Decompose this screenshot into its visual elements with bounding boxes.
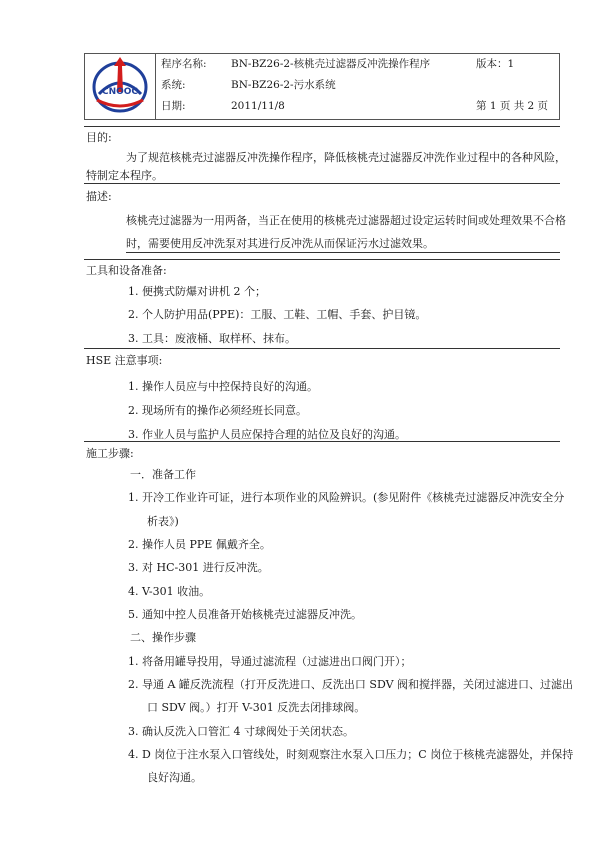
divider: [84, 441, 560, 442]
op-step-3: 3. 确认反洗入口管汇 4 寸球阀处于关闭状态。: [128, 725, 354, 738]
steps-heading: 施工步骤:: [86, 447, 134, 460]
divider: [126, 252, 560, 253]
tools-item-3: 3. 工具：废液桶、取样杯、抹布。: [128, 332, 296, 345]
purpose-text-line2: 特制定本程序。: [86, 169, 163, 182]
hse-heading: HSE 注意事项:: [86, 354, 163, 367]
op-step-2-line1: 2. 导通 A 罐反洗流程（打开反洗进口、反洗出口 SDV 阀和搅拌器，关闭过滤进口、过滤出: [128, 678, 574, 691]
program-name: BN-BZ26-2-核桃壳过滤器反冲洗操作程序: [231, 58, 431, 70]
date-label: 日期:: [161, 100, 186, 112]
purpose-heading: 目的:: [86, 131, 112, 144]
prep-step-5: 5. 通知中控人员准备开始核桃壳过滤器反冲洗。: [128, 608, 362, 621]
prep-step-1-line2: 析表》): [147, 515, 179, 528]
page-info: 第 1 页 共 2 页: [476, 100, 549, 112]
hse-item-2: 2. 现场所有的操作必须经班长同意。: [128, 404, 307, 417]
system-name: BN-BZ26-2-污水系统: [231, 79, 336, 91]
system-label: 系统:: [161, 79, 186, 91]
divider: [84, 259, 560, 260]
op-step-1: 1. 将备用罐导投用，导通过滤流程（过滤进出口阀门开）；: [128, 655, 412, 668]
company-logo: [85, 54, 155, 119]
hse-item-1: 1. 操作人员应与中控保持良好的沟通。: [128, 380, 318, 393]
divider: [84, 126, 560, 127]
description-text-line2: 时，需要使用反冲洗泵对其进行反冲洗从而保证污水过滤效果。: [126, 237, 434, 250]
section-ops-title: 二、操作步骤: [130, 631, 196, 644]
svg-text:CNOOC: CNOOC: [101, 87, 139, 97]
divider: [84, 348, 560, 349]
description-text-line1: 核桃壳过滤器为一用两备，当正在使用的核桃壳过滤器超过设定运转时间或处理效果不合格: [126, 214, 566, 227]
op-step-2-line2: 口 SDV 阀。）打开 V-301 反洗去闭排球阀。: [147, 701, 366, 714]
divider: [84, 183, 560, 184]
purpose-text-line1: 为了规范核桃壳过滤器反冲洗操作程序，降低核桃壳过滤器反冲洗作业过程中的各种风险，: [126, 151, 566, 164]
prep-step-2: 2. 操作人员 PPE 佩戴齐全。: [128, 538, 271, 551]
tools-item-2: 2. 个人防护用品(PPE)：工服、工鞋、工帽、手套、护目镜。: [128, 308, 427, 321]
prep-step-1-line1: 1. 开冷工作业许可证，进行本项作业的风险辨识。(参见附件《核桃壳过滤器反冲洗安全分: [128, 491, 565, 504]
tools-heading: 工具和设备准备:: [86, 264, 167, 277]
description-heading: 描述:: [86, 190, 112, 203]
program-name-label: 程序名称:: [161, 58, 207, 70]
op-step-4-line2: 良好沟通。: [147, 771, 202, 784]
document-date: 2011/11/8: [231, 100, 285, 112]
prep-step-4: 4. V-301 收油。: [128, 585, 211, 598]
op-step-4-line1: 4. D 岗位于注水泵入口管线处，时刻观察注水泵入口压力；C 岗位于核桃壳滤器处，并保持: [128, 748, 574, 761]
prep-step-3: 3. 对 HC-301 进行反冲洗。: [128, 561, 269, 574]
tools-item-1: 1. 便携式防爆对讲机 2 个；: [128, 285, 266, 298]
hse-item-3: 3. 作业人员与监护人员应保持合理的站位及良好的沟通。: [128, 428, 406, 441]
version: 版本：1: [476, 58, 515, 70]
section-prep-title: 一．准备工作: [130, 468, 196, 481]
